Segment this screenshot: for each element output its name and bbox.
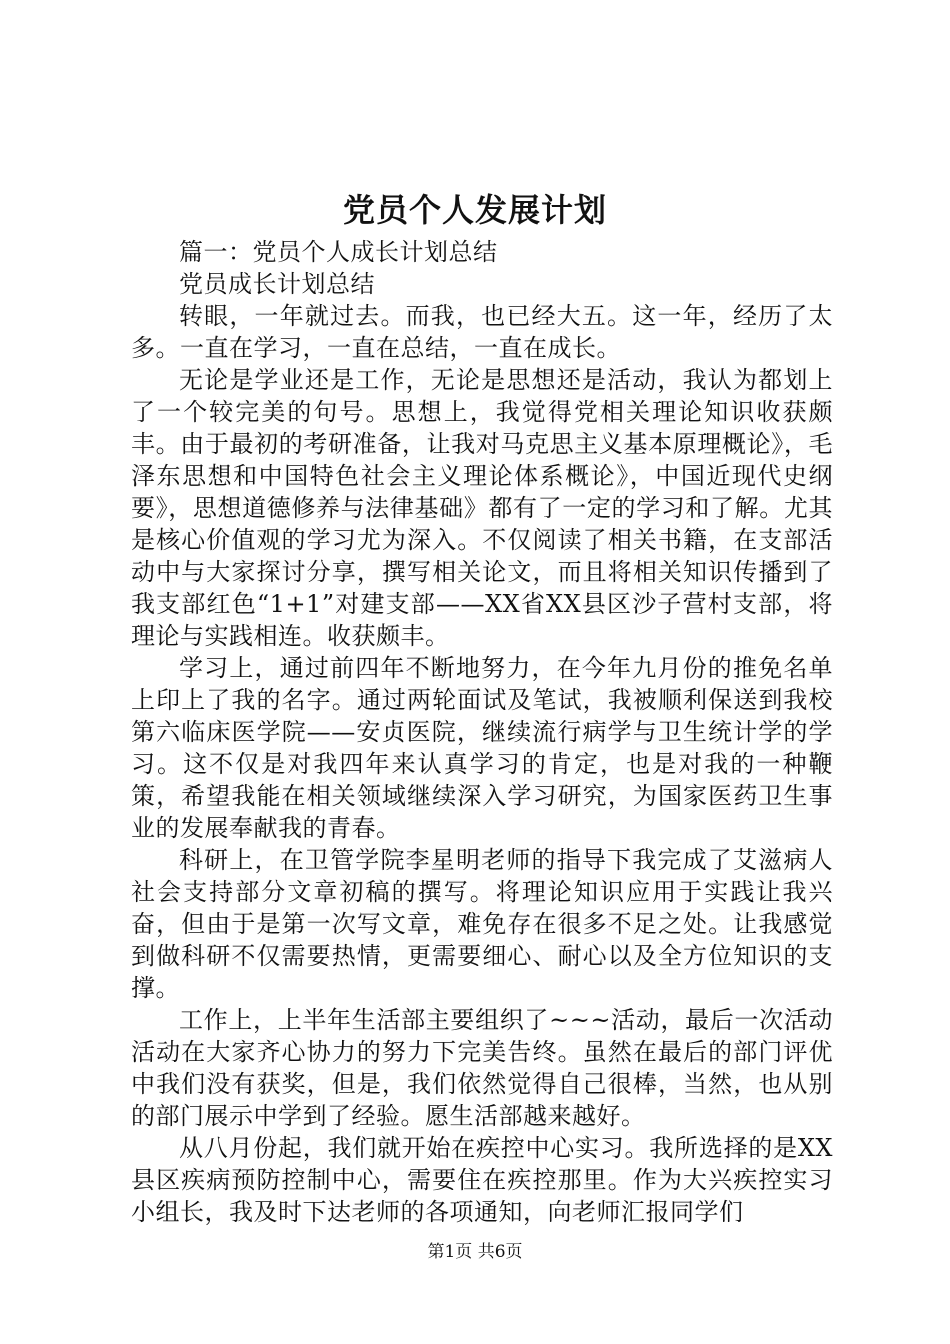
paragraph-subheading: 党员成长计划总结	[179, 270, 375, 298]
paragraph-internship: 从八月份起，我们就开始在疾控中心实习。我所选择的是XX县区疾病预防控制中心，需要住在疾控那里。作为大兴疾控实习小组长，我及时下达老师的各项通知，向老师汇报同学们	[131, 1134, 833, 1226]
paragraph-section-heading: 篇一：党员个人成长计划总结	[179, 238, 498, 266]
paragraph-research: 科研上，在卫管学院李星明老师的指导下我完成了艾滋病人社会支持部分文章初稿的撰写。将理论知识应用于实践让我兴奋，但由于是第一次写文章，难免存在很多不足之处。让我感觉到做科研不仅需要热情，更需要细心、耐心以及全方位知识的支撑。	[131, 846, 833, 1002]
paragraph-study: 学习上，通过前四年不断地努力，在今年九月份的推免名单上印上了我的名字。通过两轮面试及笔试，我被顺利保送到我校第六临床医学院——安贞医院，继续流行病学与卫生统计学的学习。这不仅是对我四年来认真学习的肯定，也是对我的一种鞭策，希望我能在相关领域继续深入学习研究，为国家医药卫生事业的发展奉献我的青春。	[131, 654, 833, 842]
page-number-footer: 第1页 共6页	[427, 1242, 523, 1262]
paragraph-intro: 转眼，一年就过去。而我，也已经大五。这一年，经历了太多。一直在学习，一直在总结，一直在成长。	[131, 302, 833, 362]
document-title: 党员个人发展计划	[342, 191, 607, 229]
paragraph-work: 工作上，上半年生活部主要组织了~~~活动，最后一次活动活动在大家齐心协力的努力下完美告终。虽然在最后的部门评优中我们没有获奖，但是，我们依然觉得自己很棒，当然，也从别的部门展示中学到了经验。愿生活部越来越好。	[131, 1006, 833, 1130]
document-body	[131, 236, 833, 1228]
paragraph-thought: 无论是学业还是工作，无论是思想还是活动，我认为都划上了一个较完美的句号。思想上，我觉得党相关理论知识收获颇丰。由于最初的考研准备，让我对马克思主义基本原理概论》，毛泽东思想和中国特色社会主义理论体系概论》，中国近现代史纲要》，思想道德修养与法律基础》都有了一定的学习和了解。尤其是核心价值观的学习尤为深入。不仅阅读了相关书籍，在支部活动中与大家探讨分享，撰写相关论文，而且将相关知识传播到了我支部红色“1+1”对建支部——XX省XX县区沙子营村支部，将理论与实践相连。收获颇丰。	[131, 366, 833, 650]
